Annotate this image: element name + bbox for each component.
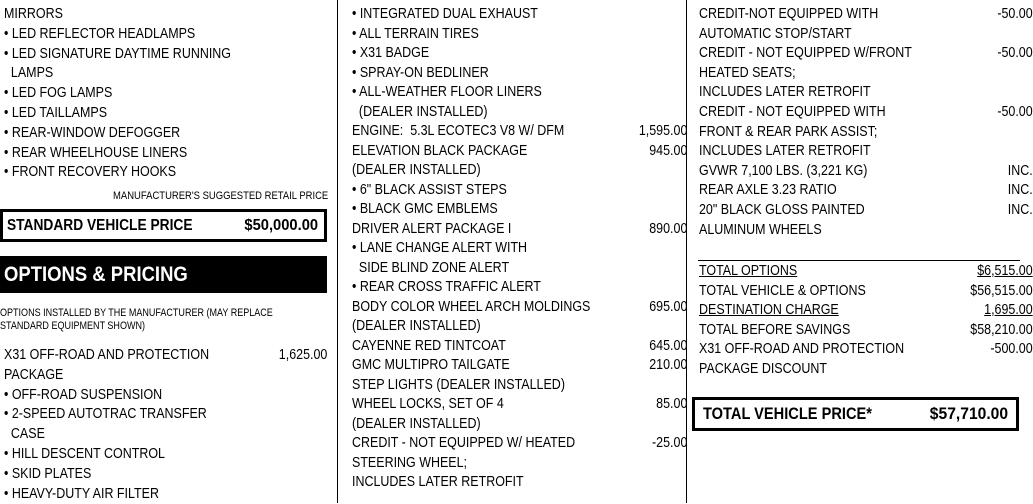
- options-note-line-1: OPTIONS INSTALLED BY THE MANUFACTURER (MAY REPLACE: [0, 307, 273, 319]
- line-item-amount: 1,595.00: [638, 123, 688, 139]
- line-item-label: • LED FOG LAMPS: [4, 85, 113, 102]
- line-item-label: TOTAL OPTIONS: [699, 263, 798, 279]
- line-item-label: • ALL TERRAIN TIRES: [352, 25, 479, 42]
- line-item-label: • FRONT RECOVERY HOOKS: [4, 164, 177, 181]
- line-item-label: CREDIT - NOT EQUIPPED W/FRONT: [699, 45, 912, 62]
- line-item-label: CREDIT - NOT EQUIPPED WITH: [699, 104, 886, 120]
- line-item: [4, 485, 327, 504]
- line-item-amount: $56,515.00: [970, 282, 1033, 299]
- line-item-amount: INC.: [1007, 162, 1033, 179]
- line-item-label: PACKAGE DISCOUNT: [699, 361, 827, 377]
- line-item-amount: -50.00: [997, 45, 1033, 62]
- line-item: [4, 465, 327, 485]
- line-item: [4, 104, 331, 124]
- line-item-label: BODY COLOR WHEEL ARCH MOLDINGS: [352, 298, 591, 315]
- line-item: [699, 221, 1033, 241]
- line-item-label: • SPRAY-ON BEDLINER: [352, 64, 489, 81]
- line-item: [4, 425, 327, 445]
- total-vehicle-price-box: [692, 397, 1019, 431]
- line-item: [352, 220, 687, 240]
- standard-price-box: [0, 209, 327, 242]
- line-item-label: GVWR 7,100 LBS. (3,221 KG): [699, 162, 868, 179]
- line-item-label: ENGINE: 5.3L ECOTEC3 V8 W/ DFM: [352, 123, 565, 139]
- line-item: [4, 163, 331, 183]
- line-item: [352, 64, 687, 84]
- line-item-label: • HEAVY-DUTY AIR FILTER: [4, 485, 159, 502]
- standard-price-value: $50,000.00: [244, 216, 318, 234]
- line-item-label: INCLUDES LATER RETROFIT: [699, 84, 871, 101]
- line-item: [4, 366, 327, 386]
- line-item: [4, 346, 327, 366]
- line-item-amount: INC.: [1007, 182, 1033, 199]
- line-item-label: (DEALER INSTALLED): [352, 415, 481, 432]
- line-item: [352, 44, 687, 64]
- line-item: [352, 298, 687, 318]
- line-item: [352, 356, 687, 376]
- line-item-amount: 85.00: [656, 396, 688, 412]
- line-item-label: MIRRORS: [4, 6, 63, 22]
- line-item-label: X31 OFF-ROAD AND PROTECTION: [4, 347, 210, 363]
- line-item-label: SIDE BLIND ZONE ALERT: [352, 259, 510, 276]
- line-item: [4, 144, 331, 164]
- line-item-label: • 2-SPEED AUTOTRAC TRANSFER: [4, 406, 207, 423]
- line-item: [352, 278, 687, 298]
- column-standard-equipment: [0, 0, 336, 503]
- line-item-label: CREDIT-NOT EQUIPPED WITH: [699, 6, 879, 22]
- line-item: [352, 337, 687, 357]
- line-item: [4, 84, 331, 104]
- line-item-label: • SKID PLATES: [4, 465, 92, 482]
- line-item: [352, 376, 687, 396]
- line-item-label: CREDIT - NOT EQUIPPED W/ HEATED: [352, 435, 576, 451]
- total-price-label: TOTAL VEHICLE PRICE*: [703, 404, 872, 423]
- line-item: [4, 5, 331, 25]
- line-item: [352, 25, 687, 45]
- line-item-label: WHEEL LOCKS, SET OF 4: [352, 396, 504, 412]
- line-item-label: LAMPS: [4, 65, 54, 82]
- line-item-label: AUTOMATIC STOP/START: [699, 25, 852, 42]
- msrp-label-text: MANUFACTURER'S SUGGESTED RETAIL PRICE: [112, 190, 328, 202]
- line-item-amount: 1,625.00: [278, 347, 328, 363]
- line-item-label: • REAR-WINDOW DEFOGGER: [4, 124, 181, 141]
- line-item: [352, 434, 687, 454]
- line-item: [4, 445, 327, 465]
- line-item-amount: $6,515.00: [977, 263, 1033, 279]
- line-item: [699, 123, 1033, 143]
- line-item-label: (DEALER INSTALLED): [352, 162, 481, 178]
- line-item-label: • X31 BADGE: [352, 45, 430, 61]
- line-item-label: CAYENNE RED TINTCOAT: [352, 337, 506, 354]
- line-item: [352, 259, 687, 279]
- line-item: [352, 239, 687, 259]
- line-item: [352, 415, 687, 435]
- line-item-label: GMC MULTIPRO TAILGATE: [352, 357, 510, 373]
- line-item: [699, 262, 1033, 282]
- column-credits-totals: [688, 0, 1033, 503]
- line-item-amount: INC.: [1007, 202, 1033, 218]
- line-item: [699, 321, 1033, 341]
- line-item-label: ALUMINUM WHEELS: [699, 221, 822, 238]
- line-item-label: REAR AXLE 3.23 RATIO: [699, 182, 837, 199]
- line-item: [699, 181, 1033, 201]
- column-divider-left: [337, 0, 338, 503]
- line-item-label: • REAR CROSS TRAFFIC ALERT: [352, 279, 541, 295]
- line-item-label: STEERING WHEEL;: [352, 454, 468, 471]
- line-item: [352, 473, 687, 493]
- line-item-amount: -50.00: [997, 6, 1033, 22]
- line-item-label: PACKAGE: [4, 366, 64, 383]
- line-item: [699, 64, 1033, 84]
- line-item-amount: -25.00: [652, 435, 688, 451]
- line-item-label: • REAR WHEELHOUSE LINERS: [4, 144, 188, 161]
- standard-price-label: STANDARD VEHICLE PRICE: [7, 216, 193, 234]
- line-item: [352, 5, 687, 25]
- options-pricing-title: OPTIONS & PRICING: [4, 262, 188, 286]
- line-item: [699, 340, 1033, 360]
- line-item: [4, 124, 331, 144]
- line-item-label: • ALL-WEATHER FLOOR LINERS: [352, 84, 542, 100]
- line-item-label: INCLUDES LATER RETROFIT: [699, 143, 871, 160]
- line-item: [352, 122, 687, 142]
- line-item-label: INCLUDES LATER RETROFIT: [352, 474, 524, 490]
- line-item: [699, 44, 1033, 64]
- line-item: [699, 83, 1033, 103]
- line-item-label: DRIVER ALERT PACKAGE I: [352, 220, 512, 237]
- line-item: [4, 45, 331, 65]
- column-options: [340, 0, 688, 503]
- line-item-label: • BLACK GMC EMBLEMS: [352, 201, 498, 217]
- line-item: [699, 103, 1033, 123]
- line-item-label: • LED TAILLAMPS: [4, 105, 108, 121]
- line-item-label: STEP LIGHTS (DEALER INSTALLED): [352, 376, 565, 393]
- line-item: [352, 83, 687, 103]
- line-item: [4, 405, 327, 425]
- line-item: [699, 25, 1033, 45]
- line-item: [352, 181, 687, 201]
- line-item-label: TOTAL VEHICLE & OPTIONS: [699, 282, 866, 299]
- line-item-label: CASE: [4, 426, 45, 443]
- line-item-label: DESTINATION CHARGE: [699, 302, 839, 319]
- line-item: [352, 103, 687, 123]
- options-pricing-banner: [0, 256, 327, 293]
- line-item: [4, 25, 331, 45]
- line-item-amount: -50.00: [997, 104, 1033, 120]
- line-item-label: • OFF-ROAD SUSPENSION: [4, 386, 163, 403]
- line-item: [352, 454, 687, 474]
- options-note: [0, 307, 336, 333]
- line-item: [699, 162, 1033, 182]
- line-item: [352, 200, 687, 220]
- line-item: [352, 161, 687, 181]
- line-item-label: • LED REFLECTOR HEADLAMPS: [4, 25, 196, 42]
- line-item: [4, 386, 327, 406]
- line-item: [699, 282, 1033, 302]
- line-item-amount: 1,695.00: [984, 302, 1033, 319]
- line-item: [699, 360, 1033, 380]
- line-item-label: ELEVATION BLACK PACKAGE: [352, 142, 528, 159]
- line-item-amount: 945.00: [649, 142, 688, 159]
- line-item: [352, 317, 687, 337]
- msrp-label: [0, 190, 328, 203]
- line-item-label: 20" BLACK GLOSS PAINTED: [699, 202, 865, 218]
- line-item-label: FRONT & REAR PARK ASSIST;: [699, 123, 878, 140]
- line-item-label: • HILL DESCENT CONTROL: [4, 446, 165, 462]
- line-item-label: • LANE CHANGE ALERT WITH: [352, 240, 528, 256]
- line-item: [699, 201, 1033, 221]
- line-item-label: (DEALER INSTALLED): [352, 318, 481, 334]
- line-item: [699, 301, 1033, 321]
- line-item-label: • INTEGRATED DUAL EXHAUST: [352, 6, 538, 22]
- line-item-label: • LED SIGNATURE DAYTIME RUNNING: [4, 45, 231, 62]
- line-item-label: X31 OFF-ROAD AND PROTECTION: [699, 341, 905, 358]
- options-note-line-2: STANDARD EQUIPMENT SHOWN): [0, 320, 145, 332]
- line-item-label: (DEALER INSTALLED): [352, 103, 488, 120]
- line-item-amount: $58,210.00: [970, 321, 1033, 338]
- line-item-amount: -500.00: [990, 341, 1033, 358]
- line-item-amount: 645.00: [649, 337, 688, 354]
- line-item-label: HEATED SEATS;: [699, 64, 796, 81]
- totals-top-rule: [698, 260, 1020, 261]
- line-item-amount: 695.00: [649, 298, 688, 315]
- line-item: [352, 395, 687, 415]
- line-item: [4, 64, 331, 84]
- total-price-value: $57,710.00: [929, 404, 1008, 423]
- line-item-label: • 6" BLACK ASSIST STEPS: [352, 181, 507, 198]
- line-item-amount: 210.00: [649, 357, 688, 373]
- line-item-label: TOTAL BEFORE SAVINGS: [699, 321, 851, 338]
- line-item: [352, 142, 687, 162]
- line-item: [699, 5, 1033, 25]
- line-item-amount: 890.00: [649, 220, 688, 237]
- line-item: [699, 142, 1033, 162]
